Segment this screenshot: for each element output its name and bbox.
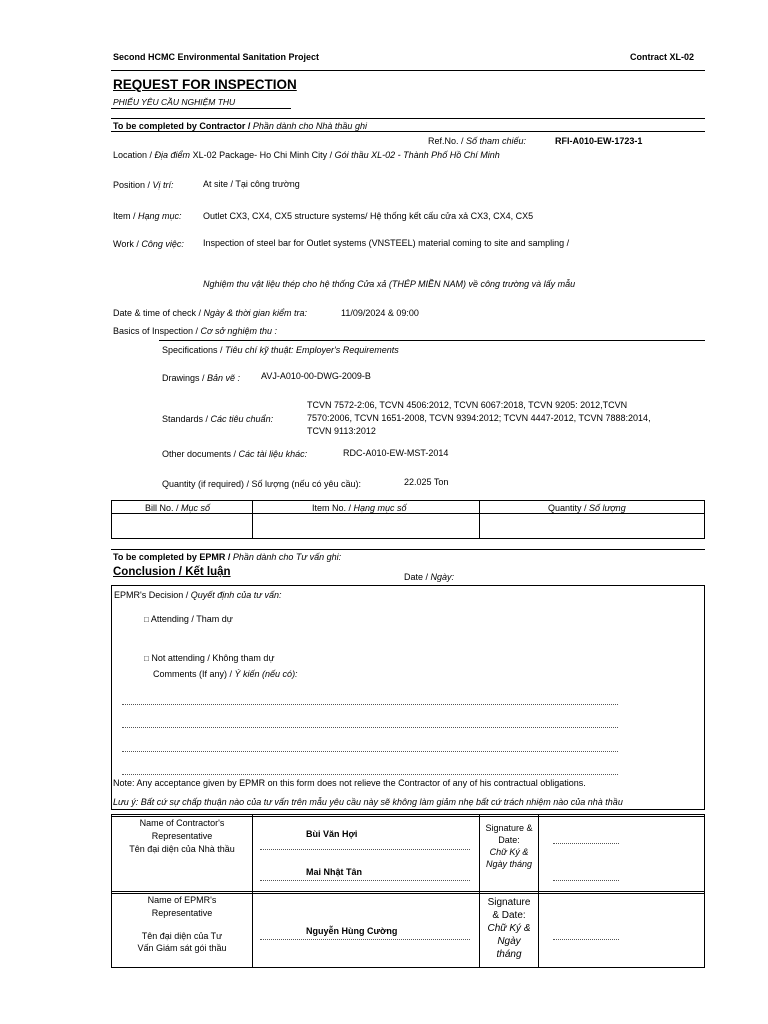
document-title: REQUEST FOR INSPECTION [113, 77, 297, 92]
drawings-label: Drawings / Bản vẽ : [162, 373, 241, 383]
ref-no-label: Ref.No. / Số tham chiếu: [428, 136, 527, 146]
work-label: Work / Công việc: [113, 239, 184, 249]
work-value-vi: Nghiệm thu vật liệu thép cho hệ thống Cửa xả (THÉP MIỀN NAM) về công trường và lấy mẫu [203, 279, 576, 289]
signature-divider [252, 814, 253, 968]
checkbox-icon[interactable]: □ [144, 615, 149, 624]
contractor-rep-label: Name of Contractor's Representative Tên đại diện của Nhà thầu [129, 818, 235, 854]
item-no-header: Item No. / Hạng mục số [312, 503, 407, 513]
standards-line-1: TCVN 7572-2:06, TCVN 4506:2012, TCVN 6067:2018, TCVN 9205: 2012,TCVN [307, 400, 628, 410]
comment-line[interactable] [122, 751, 618, 752]
quantity-value: 22.025 Ton [404, 477, 449, 487]
contract-number: Contract XL-02 [630, 52, 695, 62]
standards-line-2: 7570:2006, TCVN 1651-2008, TCVN 9394:2012; TCVN 4447-2012, TCVN 7888:2014, [307, 413, 651, 423]
item-label: Item / Hạng mục: [113, 211, 182, 221]
heading-vi: Phần dành cho Nhà thầu ghi [252, 121, 367, 131]
signature-date-line[interactable] [553, 939, 619, 940]
note-vi: Lưu ý: Bất cứ sự chấp thuận nào của tư vấn trên mẫu yêu cầu này sẽ không làm giảm nhẹ bất cứ trách nhiệm nào của nhà thầu [113, 797, 623, 807]
title-rule [111, 108, 291, 109]
comments-label: Comments (If any) / Ý kiến (nếu có): [153, 669, 298, 679]
quantity-header: Quantity / Số lượng [548, 503, 626, 513]
bill-table-divider [479, 500, 480, 539]
document-subtitle: PHIẾU YÊU CẦU NGHIỆM THU [113, 97, 236, 107]
date-time-value: 11/09/2024 & 09:00 [341, 308, 419, 318]
epmr-rep-label: Name of EPMR's Representative Tên đại diện của Tư Vấn Giám sát gói thầu [137, 895, 227, 953]
ref-no-value: RFI-A010-EW-1723-1 [555, 136, 643, 146]
position-value: At site / Tại công trường [203, 179, 300, 189]
date-time-row: Date & time of check / Ngày & thời gian kiểm tra: [113, 308, 308, 318]
section-rule [111, 131, 705, 132]
signature-table-top-rule [111, 816, 705, 817]
other-docs-label: Other documents / Các tài liệu khác: [162, 449, 308, 459]
signature-row-rule [111, 893, 705, 894]
signature-date-line[interactable] [553, 880, 619, 881]
not-attending-label: Not attending / Không tham dự [151, 653, 275, 663]
signature-line[interactable] [260, 849, 470, 850]
not-attending-option[interactable] [144, 653, 274, 663]
section-rule [111, 549, 705, 550]
contractor-name-2: Mai Nhật Tân [306, 867, 363, 877]
comment-line[interactable] [122, 727, 618, 728]
specifications-row: Specifications / Tiêu chí kỹ thuật: Employer's Requirements [162, 345, 399, 355]
drawings-value: AVJ-A010-00-DWG-2009-B [261, 371, 371, 381]
project-name: Second HCMC Environmental Sanitation Project [113, 52, 320, 62]
standards-label: Standards / Các tiêu chuẩn: [162, 414, 274, 424]
checkbox-icon[interactable]: □ [144, 654, 149, 663]
heading-en: To be completed by Contractor / [113, 121, 253, 131]
item-value: Outlet CX3, CX4, CX5 structure systems/ Hệ thống kết cấu cửa xả CX3, CX4, CX5 [203, 211, 534, 221]
signature-date-line[interactable] [553, 843, 619, 844]
bill-no-header: Bill No. / Mục số [145, 503, 211, 513]
epmr-signature-label: Signature & Date: Chữ Ký & Ngày tháng [487, 897, 531, 960]
basis-label: Basics of Inspection / Cơ sở nghiệm thu : [113, 326, 277, 336]
signature-row-rule [111, 891, 705, 892]
standards-line-3: TCVN 9113:2012 [307, 426, 376, 436]
attending-label: Attending / Tham dự [150, 614, 233, 624]
bill-table-header-rule [111, 513, 705, 514]
comment-line[interactable] [122, 774, 618, 775]
section-rule [111, 118, 705, 119]
epmr-name: Nguyễn Hùng Cường [306, 926, 398, 936]
epmr-decision-label: EPMR's Decision / Quyết định của tư vấn: [114, 590, 282, 600]
epmr-section-heading: To be completed by EPMR / Phần dành cho Tư vấn ghi: [113, 552, 342, 562]
contractor-signature-label: Signature & Date: Chữ Ký & Ngày tháng [485, 823, 533, 869]
position-label: Position / Vị trí: [113, 180, 174, 190]
other-docs-value: RDC-A010-EW-MST-2014 [343, 448, 449, 458]
contractor-name-1: Bùi Văn Hợi [306, 829, 358, 839]
conclusion-date-label: Date / Ngày: [404, 572, 455, 582]
bill-table-divider [252, 500, 253, 539]
header-rule [111, 70, 705, 71]
basis-rule [159, 340, 705, 341]
signature-divider [538, 814, 539, 968]
signature-line[interactable] [260, 880, 470, 881]
signature-line[interactable] [260, 939, 470, 940]
comment-line[interactable] [122, 704, 618, 705]
contractor-section-heading [113, 121, 367, 131]
work-value-en: Inspection of steel bar for Outlet systems (VNSTEEL) material coming to site and sampling / [203, 238, 570, 248]
location-row: Location / Địa điểm XL-02 Package- Ho Chi Minh City / Gói thầu XL-02 - Thành Phố Hồ Chí Minh [113, 150, 500, 160]
attending-option[interactable] [144, 614, 233, 624]
conclusion-heading: Conclusion / Kết luận [113, 566, 231, 578]
quantity-label: Quantity (if required) / Số lượng (nếu có yêu cầu): [162, 479, 362, 489]
location-value-vi: Gói thầu XL-02 - Thành Phố Hồ Chí Minh [334, 150, 500, 160]
signature-divider [479, 814, 480, 968]
location-value-en: XL-02 Package- Ho Chi Minh City / [192, 150, 335, 160]
note-en: Note: Any acceptance given by EPMR on this form does not relieve the Contractor of any of his contractual obligations. [113, 778, 586, 788]
